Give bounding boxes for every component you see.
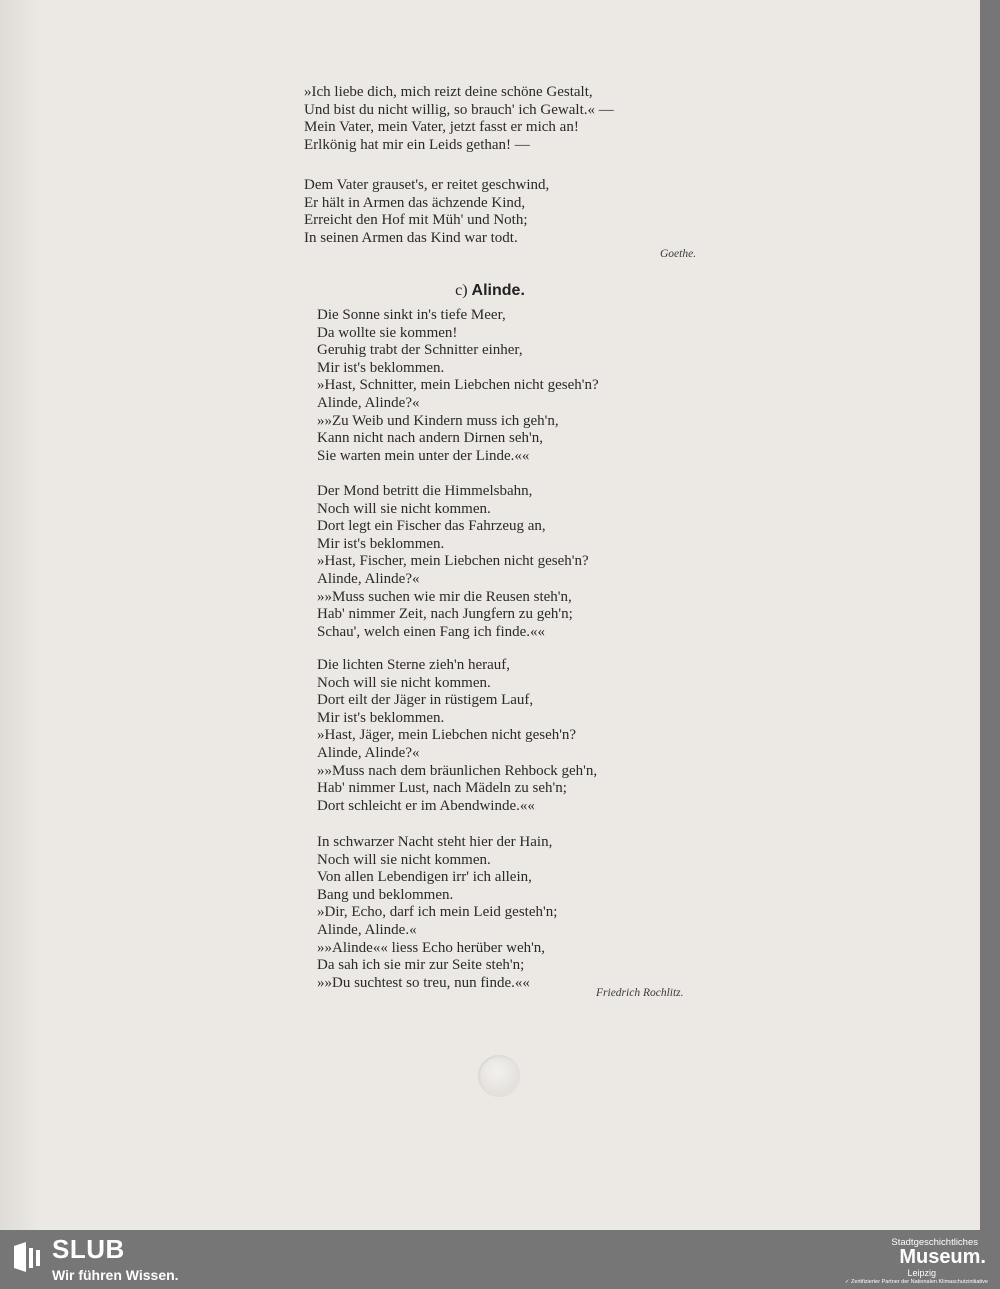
verse-line: Erreicht den Hof mit Müh' und Noth; bbox=[304, 212, 528, 229]
stanza-alinde-2 bbox=[317, 483, 589, 641]
verse-line: Kann nicht nach andern Dirnen seh'n, bbox=[317, 430, 543, 447]
museum-city: Leipzig bbox=[907, 1268, 936, 1278]
verse-line: Noch will sie nicht kommen. bbox=[317, 851, 491, 868]
verse-line: Er hält in Armen das ächzende Kind, bbox=[304, 194, 526, 211]
slub-title: SLUB bbox=[52, 1234, 125, 1264]
verse-line: Noch will sie nicht kommen. bbox=[317, 500, 491, 517]
attribution-rochlitz: Friedrich Rochlitz. bbox=[596, 987, 684, 999]
verse-line: Noch will sie nicht kommen. bbox=[317, 674, 491, 691]
verse-line: Hab' nimmer Zeit, nach Jungfern zu geh'n; bbox=[317, 606, 573, 623]
verse-line: Da sah ich sie mir zur Seite steh'n; bbox=[317, 957, 525, 974]
attribution-goethe: Goethe. bbox=[660, 248, 697, 260]
heading-prefix: c) bbox=[455, 282, 468, 299]
verse-line: Dem Vater grauset's, er reitet geschwind, bbox=[304, 177, 550, 193]
verse-line: Schau', welch einen Fang ich finde.«« bbox=[317, 623, 546, 640]
verse-line: In schwarzer Nacht steht hier der Hain, bbox=[317, 834, 553, 850]
verse-line: »Hast, Jäger, mein Liebchen nicht geseh'n? bbox=[317, 727, 577, 744]
stanza-alinde-3 bbox=[317, 657, 597, 815]
verse-line: Die lichten Sterne zieh'n herauf, bbox=[317, 657, 511, 673]
slub-logo-icon bbox=[12, 1240, 42, 1274]
museum-note: ✓ Zertifizierter Partner der Nationalen Klimaschutzinitiative bbox=[844, 1279, 988, 1285]
stanza-erlkoenig-2 bbox=[304, 177, 549, 247]
heading-title: Alinde. bbox=[471, 282, 525, 299]
verse-line: Mir ist's beklommen. bbox=[317, 535, 445, 552]
verse-line: »»Muss nach dem bräunlichen Rehbock geh'n, bbox=[317, 762, 598, 779]
verse-line: »»Muss suchen wie mir die Reusen steh'n, bbox=[317, 588, 572, 605]
verse-line: Dort eilt der Jäger in rüstigem Lauf, bbox=[317, 692, 534, 709]
verse-line: »»Du suchtest so treu, nun finde.«« bbox=[317, 974, 530, 991]
verse-line: Mein Vater, mein Vater, jetzt fasst er mich an! bbox=[304, 119, 579, 136]
embossed-seal bbox=[478, 1055, 520, 1097]
stanza-alinde-4 bbox=[317, 834, 557, 992]
verse-line: »Dir, Echo, darf ich mein Leid gesteh'n; bbox=[317, 904, 558, 921]
verse-line: In seinen Armen das Kind war todt. bbox=[304, 229, 518, 246]
verse-line: Von allen Lebendigen irr' ich allein, bbox=[317, 869, 532, 886]
slub-subtitle: Wir führen Wissen. bbox=[52, 1267, 179, 1283]
verse-line: Bang und beklommen. bbox=[317, 886, 454, 903]
verse-line: »Hast, Schnitter, mein Liebchen nicht geseh'n? bbox=[317, 377, 599, 394]
verse-line: Dort schleicht er im Abendwinde.«« bbox=[317, 797, 535, 814]
museum-label: Stadtgeschichtliches bbox=[891, 1237, 978, 1248]
verse-line: Die Sonne sinkt in's tiefe Meer, bbox=[317, 307, 506, 323]
verse-line: Hab' nimmer Lust, nach Mädeln zu seh'n; bbox=[317, 780, 567, 797]
verse-line: Geruhig trabt der Schnitter einher, bbox=[317, 342, 523, 359]
verse-line: »»Zu Weib und Kindern muss ich geh'n, bbox=[317, 412, 559, 429]
verse-line: Erlkönig hat mir ein Leids gethan! — bbox=[304, 136, 530, 153]
verse-line: Da wollte sie kommen! bbox=[317, 324, 458, 341]
section-heading bbox=[0, 282, 980, 300]
verse-line: Mir ist's beklommen. bbox=[317, 359, 445, 376]
verse-line: Dort legt ein Fischer das Fahrzeug an, bbox=[317, 518, 546, 535]
stanza-erlkoenig-1 bbox=[304, 84, 614, 154]
verse-line: Und bist du nicht willig, so brauch' ich Gewalt.« — bbox=[304, 101, 614, 118]
verse-line: Alinde, Alinde?« bbox=[317, 744, 420, 761]
verse-line: Alinde, Alinde?« bbox=[317, 394, 420, 411]
stanza-alinde-1 bbox=[317, 307, 599, 465]
verse-line: »»Alinde«« liess Echo herüber weh'n, bbox=[317, 939, 546, 956]
page-gutter bbox=[0, 0, 38, 1230]
verse-line: Alinde, Alinde?« bbox=[317, 570, 420, 587]
verse-line: Der Mond betritt die Himmelsbahn, bbox=[317, 483, 533, 499]
verse-line: Alinde, Alinde.« bbox=[317, 921, 417, 938]
verse-line: »Ich liebe dich, mich reizt deine schöne Gestalt, bbox=[304, 84, 593, 100]
verse-line: Mir ist's beklommen. bbox=[317, 709, 445, 726]
footer-bar bbox=[0, 1230, 1000, 1289]
verse-line: Sie warten mein unter der Linde.«« bbox=[317, 447, 530, 464]
verse-line: »Hast, Fischer, mein Liebchen nicht geseh'n? bbox=[317, 553, 589, 570]
museum-name: Museum. bbox=[899, 1246, 986, 1268]
